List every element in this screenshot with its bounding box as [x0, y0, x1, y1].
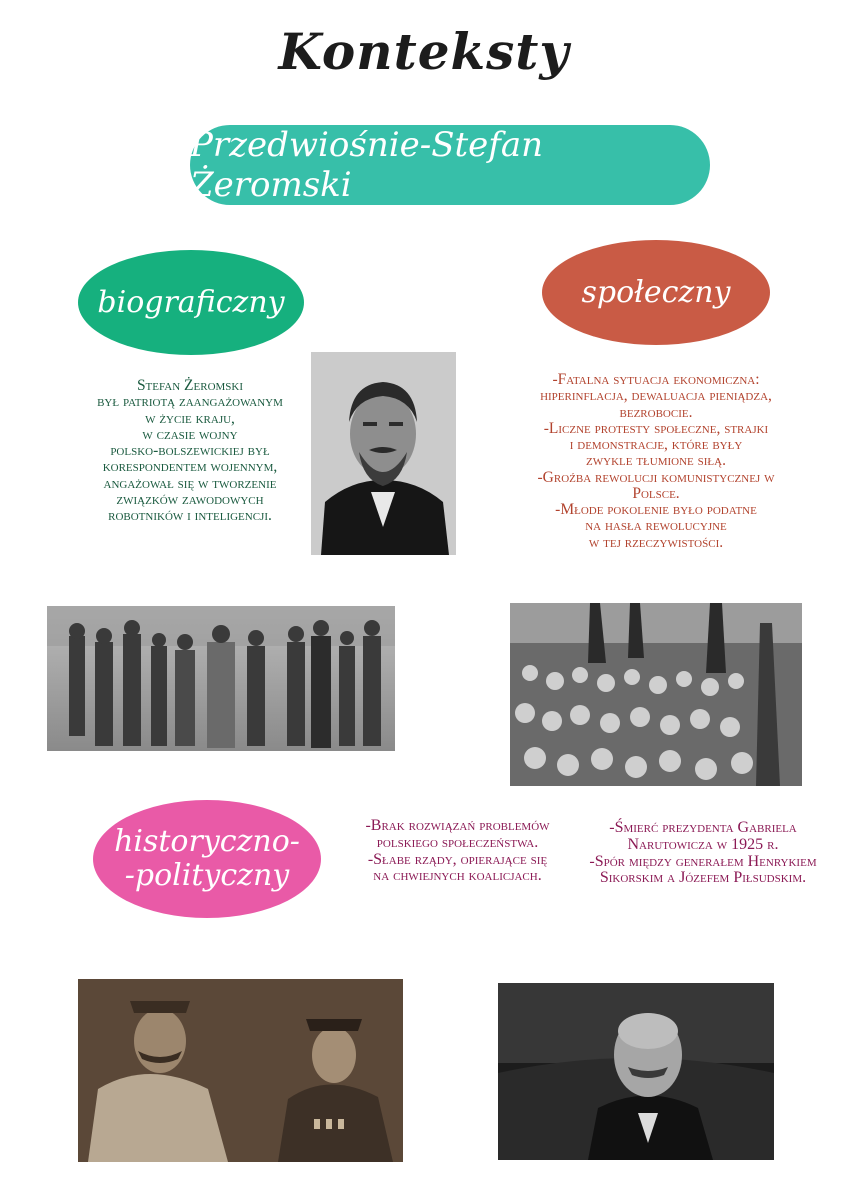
text-line: Stefan Żeromski	[136, 377, 244, 394]
text-line: -Liczne protesty społeczne, strajki	[543, 419, 769, 437]
page-title: Konteksty	[278, 22, 570, 81]
text-line: polsko-bolszewickiej był	[110, 442, 270, 460]
subtitle-text: Przedwiośnie-Stefan Żeromski	[190, 125, 544, 205]
text-line: w tej rzeczywistości.	[588, 533, 724, 551]
text-line: -Fatalna sytuacja ekonomiczna:	[552, 371, 760, 388]
text-line: i demonstracje, które były	[569, 436, 743, 454]
historyczno-label-line2: -polityczny	[124, 858, 290, 893]
text-line: był patriotą zaangażowanym	[97, 393, 283, 411]
biograficzny-label: biograficzny	[97, 285, 285, 320]
text-line: bezrobocie.	[619, 403, 693, 421]
text-line: Sikorskim a Józefem Piłsudskim.	[599, 869, 807, 887]
text-line: na chwiejnych koalicjach.	[373, 867, 542, 885]
text-line: Narutowicza w 1925 r.	[627, 835, 779, 853]
text-line: robotników i inteligencji.	[108, 507, 272, 525]
soldiers-photo	[47, 606, 395, 751]
historyczno-label-line1: historyczno-	[114, 823, 300, 859]
text-line: angażował się w tworzenie	[103, 474, 277, 492]
generals-photo	[78, 979, 403, 1162]
biograficzny-badge	[78, 250, 304, 355]
text-line: -Groźba rewolucji komunistycznej w	[537, 468, 775, 486]
subtitle-banner	[190, 125, 710, 205]
text-line: w czasie wojny	[142, 425, 238, 443]
historyczno-text-col2	[578, 820, 828, 887]
historyczno-text-col1	[355, 818, 560, 885]
spoleczny-badge	[542, 240, 770, 345]
text-line: -Śmierć prezydenta Gabriela	[609, 819, 797, 836]
text-line: -Słabe rządy, opierające się	[367, 850, 548, 868]
text-line: zwykle tłumione siłą.	[586, 452, 726, 470]
spoleczny-text	[530, 372, 782, 551]
biograficzny-text	[88, 378, 292, 524]
text-line: hiperinflacja, dewaluacja pieniądza,	[540, 387, 772, 405]
text-line: Polsce.	[632, 484, 680, 502]
text-line: -Młode pokolenie było podatne	[555, 501, 757, 519]
text-line: korespondentem wojennym,	[102, 458, 278, 476]
text-line: -Brak rozwiązań problemów	[365, 817, 550, 834]
text-line: w życie kraju,	[145, 409, 235, 427]
spoleczny-label: społeczny	[581, 275, 731, 310]
text-line: na hasła rewolucyjne	[585, 517, 727, 535]
zeromski-portrait-photo	[311, 352, 456, 555]
text-line: polskiego społeczeństwa.	[376, 833, 539, 851]
narutowicz-photo	[498, 983, 774, 1160]
crowd-protest-photo	[510, 603, 802, 786]
text-line: -Spór między generałem Henrykiem	[589, 852, 817, 870]
historyczno-polityczny-badge	[93, 800, 321, 918]
text-line: związków zawodowych	[116, 490, 264, 508]
